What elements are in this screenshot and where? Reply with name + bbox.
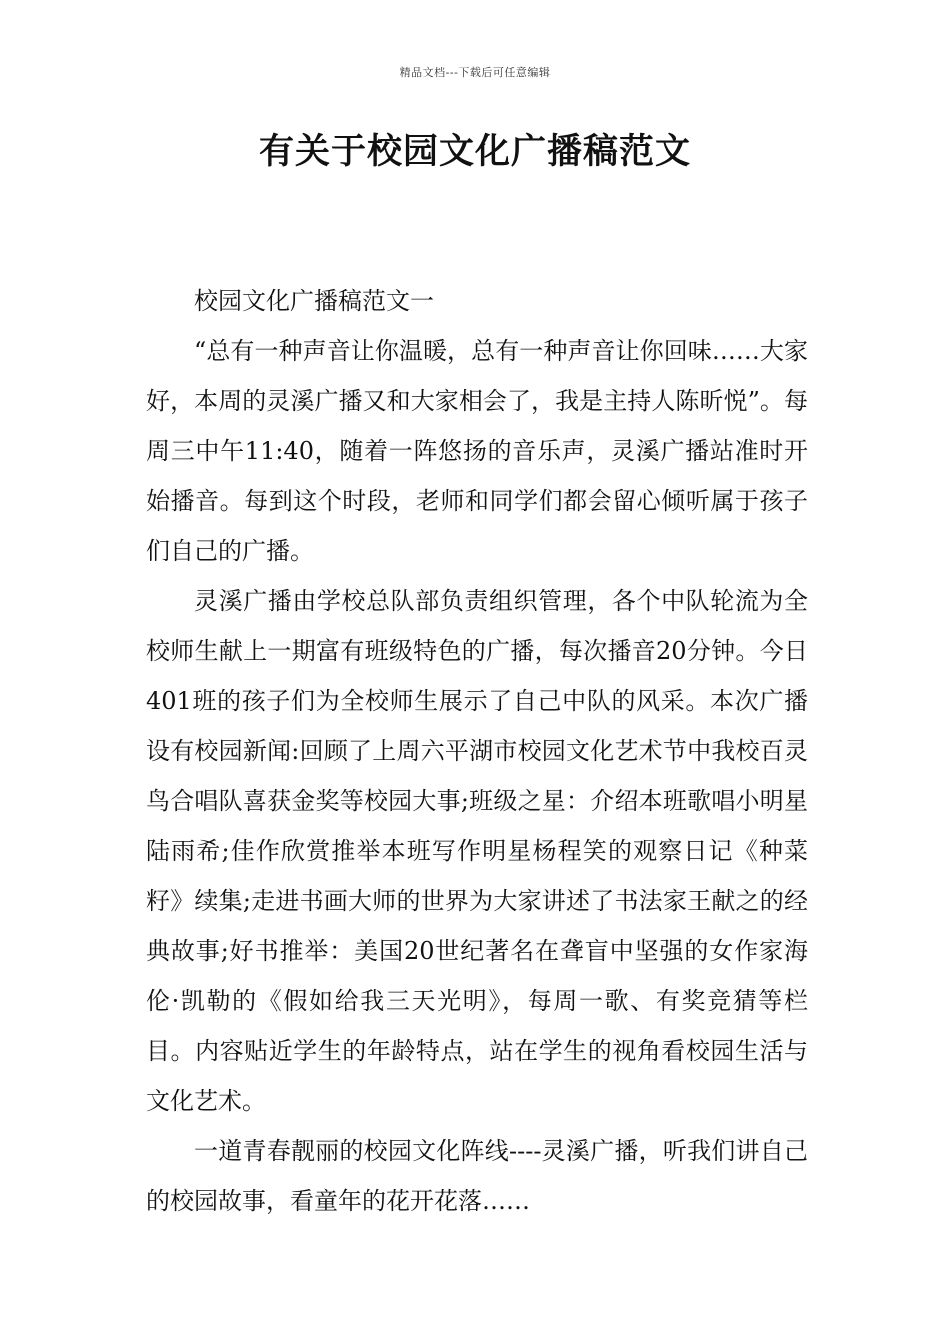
document-title: 有关于校园文化广播稿范文 — [258, 132, 691, 172]
paragraph-2: 灵溪广播由学校总队部负责组织管理，各个中队轮流为全校师生献上一期富有班级特色的广播，每次播音20分钟。今日401班的孩子们为全校师生展示了自己中队的风采。本次广播设有校园新闻:回顾了上周六平湖市校园文化艺术节中我校百灵鸟合唱队喜获金奖等校园大事;班级之星：介绍本班歌唱小明星陆雨希;佳作欣赏推举本班写作明星杨程笑的观察日记《种菜籽》续集;走进书画大师的世界为大家讲述了书法家王献之的经典故事;好书推举：美国20世纪著名在聋盲中坚强的女作家海伦·凯勒的《假如给我三天光明》，每周一歌、有奖竞猜等栏目。内容贴近学生的年龄特点，站在学生的视角看校园生活与文化艺术。 — [146, 587, 808, 1115]
header-note: 精品文档---下载后可任意编辑 — [399, 66, 551, 79]
section-heading: 校园文化广播稿范文一 — [194, 287, 434, 315]
paragraph-3: 一道青春靓丽的校园文化阵线----灵溪广播，听我们讲自己的校园故事，看童年的花开花落…… — [146, 1137, 808, 1215]
paragraph-1: “总有一种声音让你温暖，总有一种声音让你回味……大家好，本周的灵溪广播又和大家相会了，我是主持人陈昕悦”。每周三中午11:40，随着一阵悠扬的音乐声，灵溪广播站准时开始播音。每到这个时段，老师和同学们都会留心倾听属于孩子们自己的广播。 — [146, 337, 808, 565]
document-body — [146, 276, 808, 1226]
